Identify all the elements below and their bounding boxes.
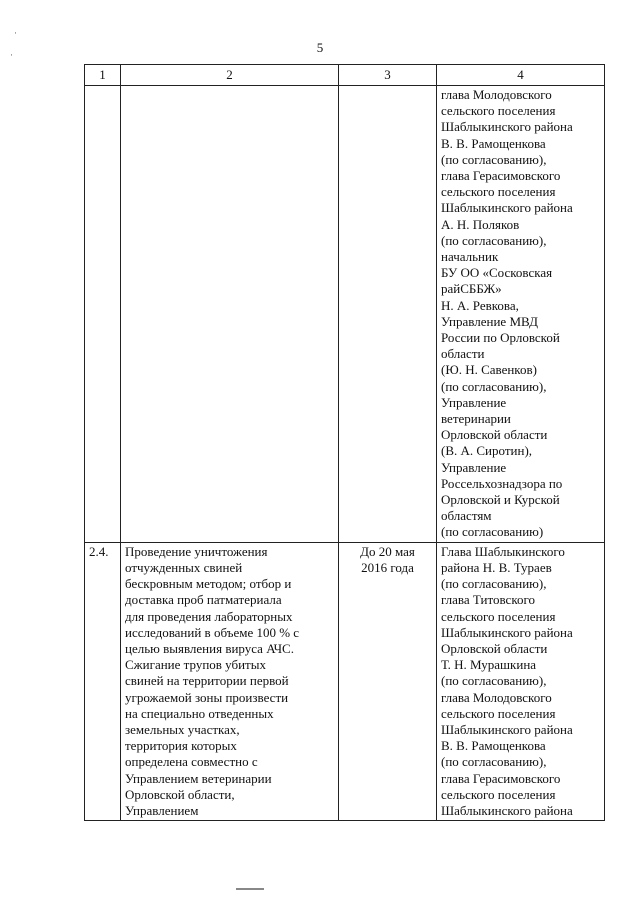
margin-mark: · [14, 28, 17, 38]
table-header-row [85, 65, 605, 86]
cell-text-line: глава Молодовского [441, 689, 552, 705]
cell-text-line: райСББЖ» [441, 281, 502, 297]
responsible-cell [437, 542, 605, 820]
cell-text-line: целью выявления вируса АЧС. [125, 640, 294, 656]
cell-text-line: сельского поселения [441, 184, 556, 200]
cell-text-line: (по согласованию), [441, 754, 547, 770]
cell-text-line: Управление [441, 394, 507, 410]
page-number: 5 [316, 40, 324, 55]
column-header: 3 [339, 65, 437, 86]
row-number-cell: 2.4. [85, 542, 121, 820]
cell-text-line: сельского поселения [441, 103, 556, 119]
cell-text-line: областям [441, 508, 492, 524]
cell-text-line: отчужденных свиней [125, 559, 243, 575]
cell-text-line: глава Герасимовского [441, 770, 561, 786]
cell-text-line: Орловской области, [125, 786, 235, 802]
cell-text-line: глава Титовского [441, 592, 535, 608]
cell-text-line: доставка проб патматериала [125, 592, 282, 608]
cell-text-line: области [441, 346, 485, 362]
cell-text-line: России по Орловской [441, 330, 560, 346]
cell-text-line: Шаблыкинского района [441, 624, 573, 640]
cell-text-line: для проведения лабораторных [125, 608, 293, 624]
cell-text-line: Н. А. Ревкова, [441, 297, 519, 313]
cell-text-line: В. В. Рамощенкова [441, 135, 546, 151]
cell-text-line: свиней на территории первой [125, 673, 289, 689]
cell-text-line: (по согласованию), [441, 151, 547, 167]
cell-text-line: В. В. Рамощенкова [441, 738, 546, 754]
cell-text-line: (по согласованию), [441, 673, 547, 689]
cell-text-line: Орловской области [441, 427, 548, 443]
cell-text-line: А. Н. Поляков [441, 216, 520, 232]
cell-text-line: 2016 года [361, 559, 414, 575]
activity-cell [121, 86, 339, 543]
cell-text-line: Россельхознадзора по [441, 475, 563, 491]
cell-text-line: сельского поселения [441, 705, 556, 721]
cell-text-line: Шаблыкинского района [441, 119, 573, 135]
deadline-cell [339, 542, 437, 820]
cell-text-line: на специально отведенных [125, 705, 274, 721]
margin-mark: · [10, 50, 13, 60]
cell-text-line: Шаблыкинского района [441, 200, 573, 216]
cell-text-line: исследований в объеме 100 % с [125, 624, 300, 640]
cell-text-line: определена совместно с [125, 754, 258, 770]
cell-text-line: (по согласованию) [441, 524, 544, 540]
cell-text-line: Управление [441, 459, 507, 475]
column-header: 2 [121, 65, 339, 86]
cell-text-line: угрожаемой зоны произвести [125, 689, 289, 705]
column-header: 4 [437, 65, 605, 86]
cell-text-line: Управлением [125, 802, 199, 818]
cell-text-line: Проведение уничтожения [125, 543, 268, 559]
cell-text-line: Глава Шаблыкинского [441, 543, 565, 559]
cell-text-line: Сжигание трупов убитых [125, 657, 266, 673]
cell-text-line: земельных участках, [125, 721, 240, 737]
document-table [84, 64, 605, 821]
cell-text-line: Управление МВД [441, 313, 539, 329]
cell-text-line: ветеринарии [441, 411, 511, 427]
cell-text-line: (по согласованию), [441, 576, 547, 592]
cell-text-line: глава Молодовского [441, 87, 552, 102]
cell-text-line: района Н. В. Тураев [441, 559, 552, 575]
cell-text-line: Управлением ветеринарии [125, 770, 272, 786]
cell-text-line: (по согласованию), [441, 378, 547, 394]
cell-text-line: Орловской области [441, 640, 548, 656]
activity-cell [121, 542, 339, 820]
footer-mark [236, 888, 264, 890]
cell-text-line: Шаблыкинского района [441, 721, 573, 737]
cell-text-line: территория которых [125, 738, 237, 754]
cell-text-line: Шаблыкинского района [441, 802, 573, 818]
cell-text-line: глава Герасимовского [441, 168, 561, 184]
row-number-cell [85, 86, 121, 543]
responsible-cell [437, 86, 605, 543]
cell-text-line: До 20 мая [360, 543, 415, 559]
table-row [85, 86, 605, 543]
deadline-cell [339, 86, 437, 543]
cell-text-line: начальник [441, 249, 499, 265]
cell-text-line: сельского поселения [441, 608, 556, 624]
cell-text-line: Т. Н. Мурашкина [441, 657, 537, 673]
cell-text-line: сельского поселения [441, 786, 556, 802]
cell-text-line: (Ю. Н. Савенков) [441, 362, 537, 378]
cell-text-line: (В. А. Сиротин), [441, 443, 533, 459]
column-header: 1 [85, 65, 121, 86]
cell-text-line: бескровным методом; отбор и [125, 576, 292, 592]
cell-text-line: (по согласованию), [441, 232, 547, 248]
cell-text-line: Орловской и Курской [441, 492, 560, 508]
table-row [85, 542, 605, 820]
cell-text-line: БУ ОО «Сосковская [441, 265, 553, 281]
